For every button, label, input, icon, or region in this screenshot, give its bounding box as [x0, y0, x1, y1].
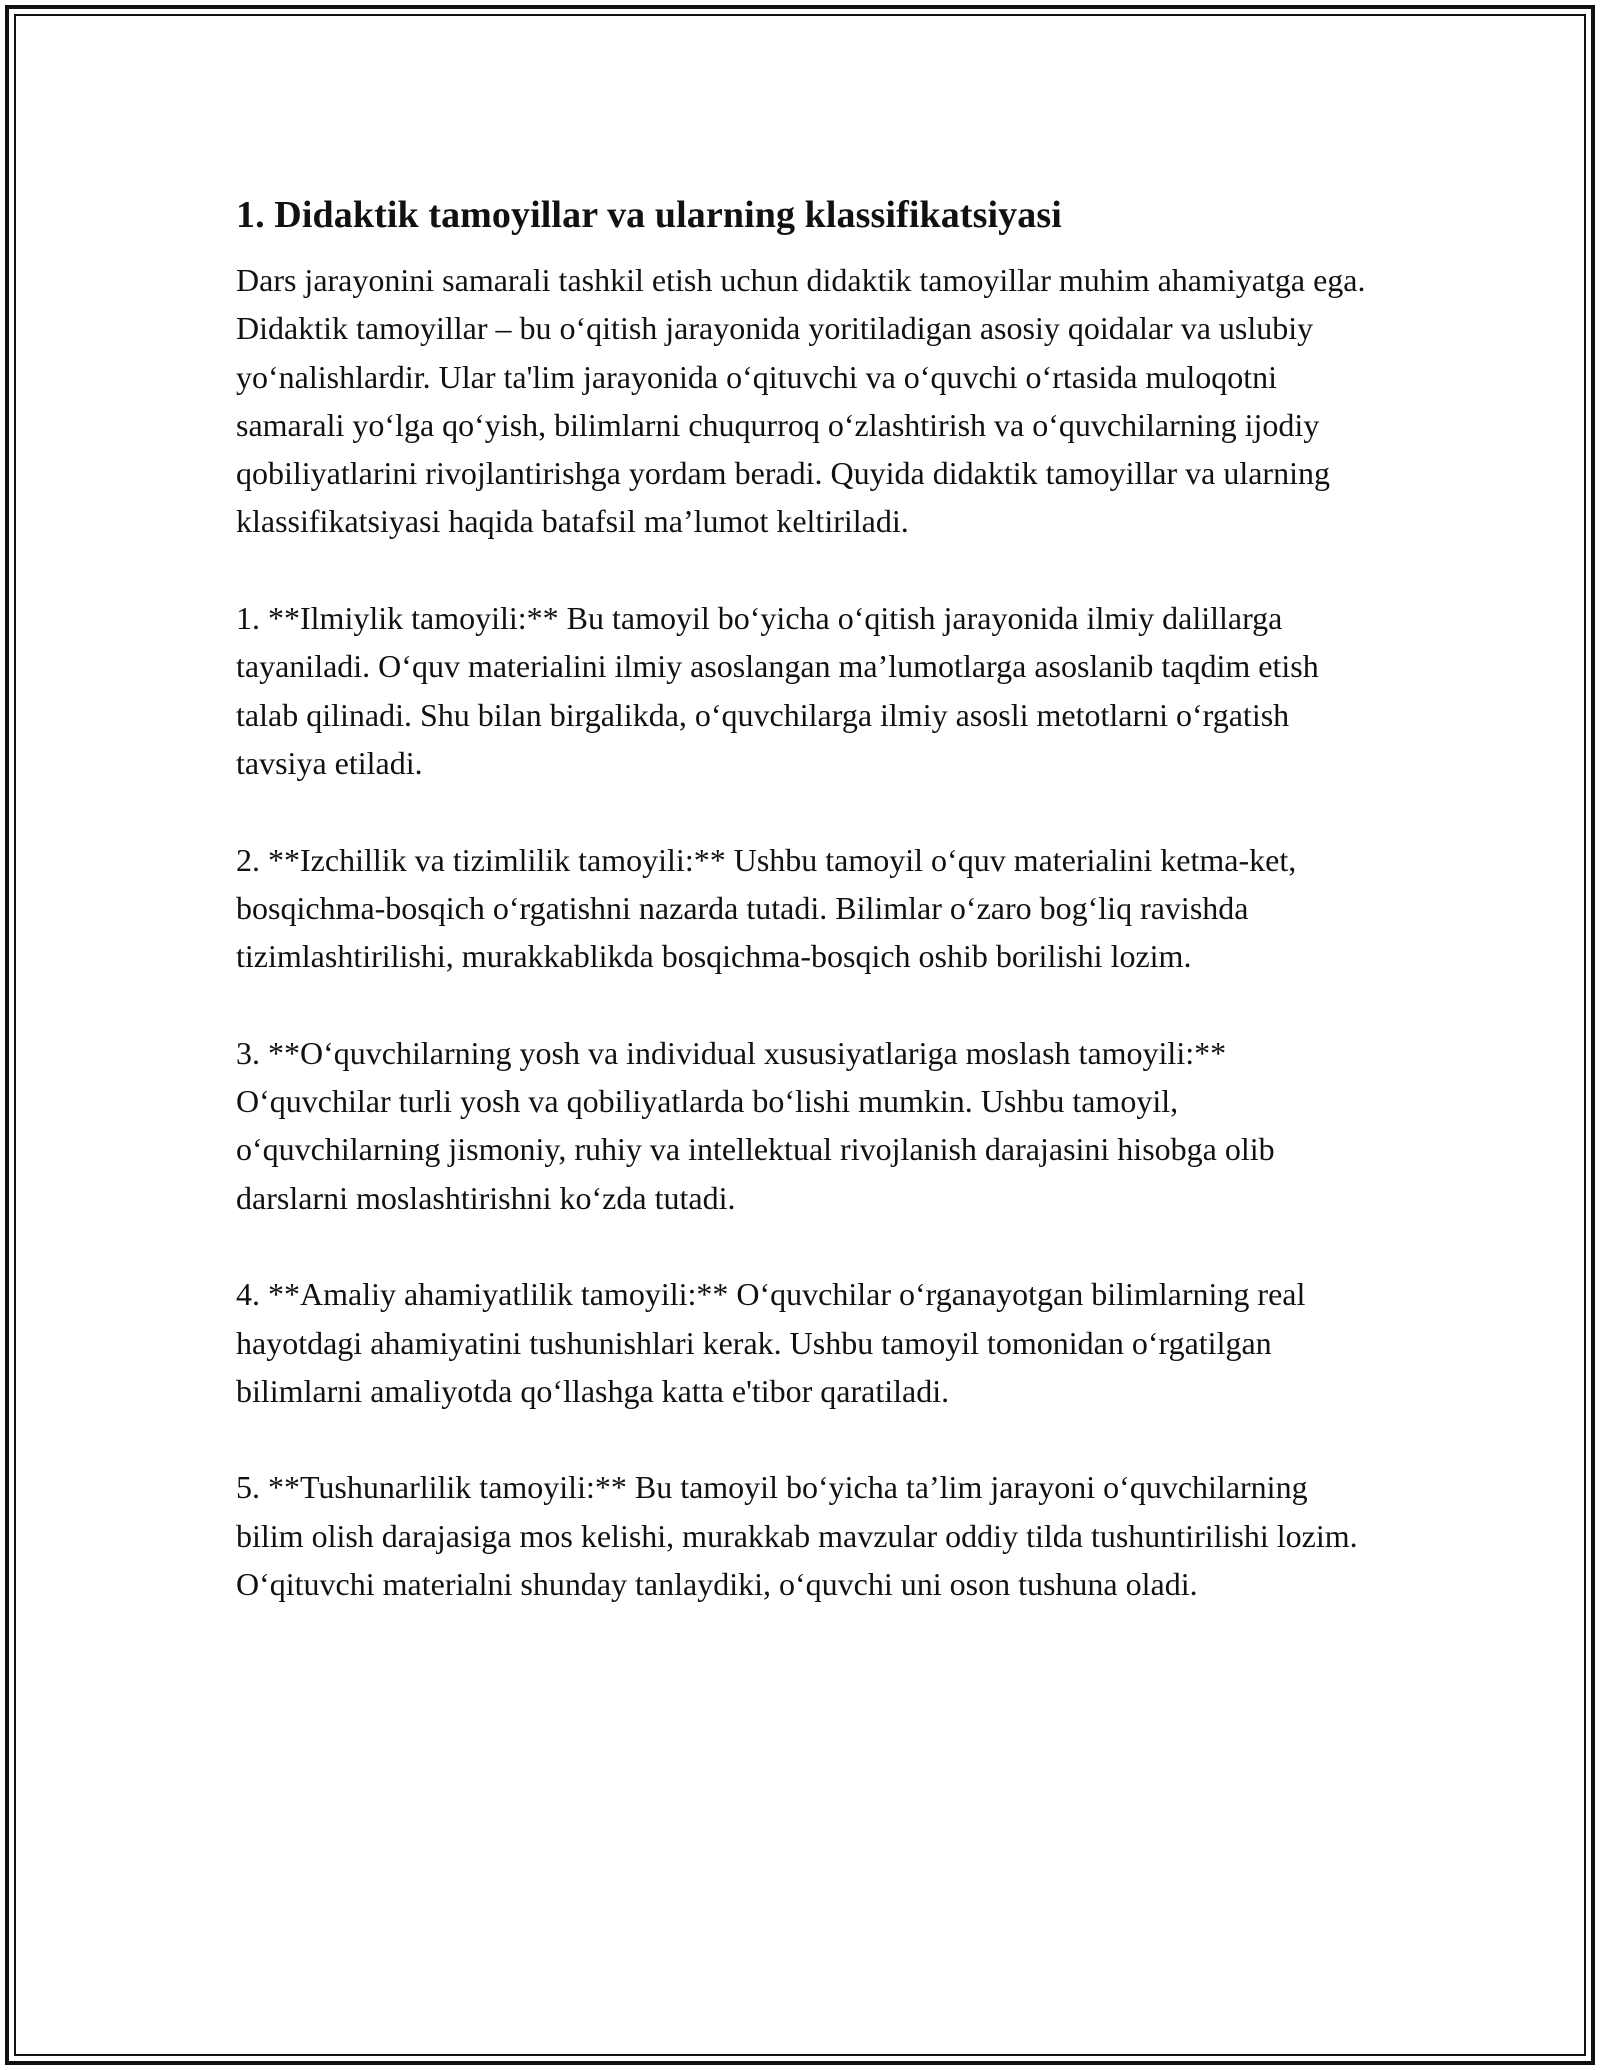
principle-4-paragraph: 4. **Amaliy ahamiyatlilik tamoyili:** O‘quvchilar o‘rganayotgan bilimlarning real hayotdagi ahamiyatini tushunishlari kerak. Ushbu tamoyil tomonidan o‘rgatilgan bilimlarni amaliyotda qo‘llashga katta e'tibor qaratiladi. [236, 1276, 1314, 1409]
principle-1-paragraph: 1. **Ilmiylik tamoyili:** Bu tamoyil bo‘yicha o‘qitish jarayonida ilmiy dalillarga tayaniladi. O‘quv materialini ilmiy asoslangan ma’lumotlarga asoslanib taqdim etish talab qilinadi. Shu bilan birgalikda, o‘quvchilarga ilmiy asosli metotlarni o‘rgatish tavsiya etiladi. [236, 600, 1327, 781]
document-body [236, 186, 1374, 1608]
principle-5-paragraph: 5. **Tushunarlilik tamoyili:** Bu tamoyil bo‘yicha ta’lim jarayoni o‘quvchilarning bilim olish darajasiga mos kelishi, murakkab mavzular oddiy tilda tushuntirilishi lozim. O‘qituvchi materialni shunday tanlaydiki, o‘quvchi uni oson tushuna oladi. [236, 1469, 1366, 1603]
document-title: 1. Didaktik tamoyillar va ularning klassifikatsiyasi [236, 194, 1062, 236]
principle-2-paragraph: 2. **Izchillik va tizimlilik tamoyili:** Ushbu tamoyil o‘quv materialini ketma-ket, bosqichma-bosqich o‘rgatishni nazarda tutadi. Bilimlar o‘zaro bog‘liq ravishda tizimlashtirilishi, murakkablikda bosqichma-bosqich oshib borilishi lozim. [236, 841, 1305, 975]
intro-paragraph: Dars jarayonini samarali tashkil etish uchun didaktik tamoyillar muhim ahamiyatga ega. Didaktik tamoyillar – bu o‘qitish jarayonida yoritiladigan asosiy qoidalar va uslubiy yo‘nalishlardir. Ular ta'lim jarayonida o‘qituvchi va o‘quvchi o‘rtasida muloqotni samarali yo‘lga qo‘yish, bilimlarni chuqurroq o‘zlashtirish va o‘quvchilarning ijodiy qobiliyatlarini rivojlantirishga yordam beradi. Quyida didaktik tamoyillar va ularning klassifikatsiyasi haqida batafsil ma’lumot keltiriladi. [236, 262, 1374, 540]
principle-3-paragraph: 3. **O‘quvchilarning yosh va individual xususiyatlariga moslash tamoyili:** O‘quvchilar turli yosh va qobiliyatlarda bo‘lishi mumkin. Ushbu tamoyil, o‘quvchilarning jismoniy, ruhiy va intellektual rivojlanish darajasini hisobga olib darslarni moslashtirishni ko‘zda tutadi. [236, 1034, 1283, 1216]
